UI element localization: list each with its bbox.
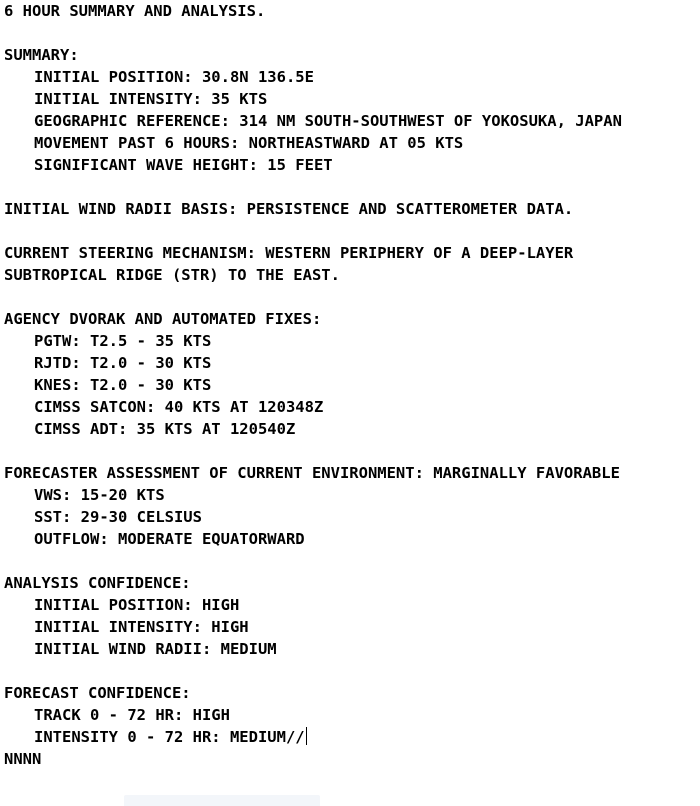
environment-item: VWS: 15-20 KTS [34, 486, 165, 504]
summary-initial-position: INITIAL POSITION: 30.8N 136.5E [34, 68, 314, 86]
steering-line-1: CURRENT STEERING MECHANISM: WESTERN PERIPHERY OF A DEEP-LAYER [4, 244, 574, 262]
fix-item: RJTD: T2.0 - 30 KTS [34, 354, 212, 372]
summary-wave-height: SIGNIFICANT WAVE HEIGHT: 15 FEET [34, 156, 333, 174]
end-marker: NNNN [4, 750, 42, 768]
bulletin-title: 6 HOUR SUMMARY AND ANALYSIS. [4, 2, 266, 20]
environment-heading: FORECASTER ASSESSMENT OF CURRENT ENVIRONMENT: MARGINALLY FAVORABLE [4, 464, 620, 482]
text-cursor [306, 727, 307, 745]
spacer [4, 176, 694, 198]
environment-item: SST: 29-30 CELSIUS [34, 508, 202, 526]
forecast-confidence-item-text: INTENSITY 0 - 72 HR: MEDIUM// [34, 728, 305, 746]
spacer [4, 286, 694, 308]
spacer [4, 220, 694, 242]
fix-item: KNES: T2.0 - 30 KTS [34, 376, 212, 394]
steering-line-2: SUBTROPICAL RIDGE (STR) TO THE EAST. [4, 266, 340, 284]
summary-heading: SUMMARY: [4, 46, 79, 64]
spacer [4, 550, 694, 572]
fix-item: CIMSS ADT: 35 KTS AT 120540Z [34, 420, 296, 438]
forecast-confidence-item: TRACK 0 - 72 HR: HIGH [34, 706, 230, 724]
environment-item: OUTFLOW: MODERATE EQUATORWARD [34, 530, 305, 548]
analysis-confidence-heading: ANALYSIS CONFIDENCE: [4, 574, 191, 592]
fix-item: PGTW: T2.5 - 35 KTS [34, 332, 212, 350]
analysis-confidence-item: INITIAL INTENSITY: HIGH [34, 618, 249, 636]
forecast-confidence-heading: FORECAST CONFIDENCE: [4, 684, 191, 702]
summary-movement: MOVEMENT PAST 6 HOURS: NORTHEASTWARD AT 05 KTS [34, 134, 464, 152]
forecast-confidence-item-last[interactable] [4, 726, 694, 748]
bulletin-document [4, 0, 694, 770]
taskbar-remnant [124, 795, 320, 806]
spacer [4, 660, 694, 682]
spacer [4, 22, 694, 44]
fixes-heading: AGENCY DVORAK AND AUTOMATED FIXES: [4, 310, 322, 328]
summary-geographic-reference: GEOGRAPHIC REFERENCE: 314 NM SOUTH-SOUTHWEST OF YOKOSUKA, JAPAN [34, 112, 622, 130]
wind-radii-basis: INITIAL WIND RADII BASIS: PERSISTENCE AND SCATTEROMETER DATA. [4, 200, 574, 218]
analysis-confidence-item: INITIAL POSITION: HIGH [34, 596, 240, 614]
fix-item: CIMSS SATCON: 40 KTS AT 120348Z [34, 398, 324, 416]
analysis-confidence-item: INITIAL WIND RADII: MEDIUM [34, 640, 277, 658]
spacer [4, 440, 694, 462]
summary-initial-intensity: INITIAL INTENSITY: 35 KTS [34, 90, 268, 108]
